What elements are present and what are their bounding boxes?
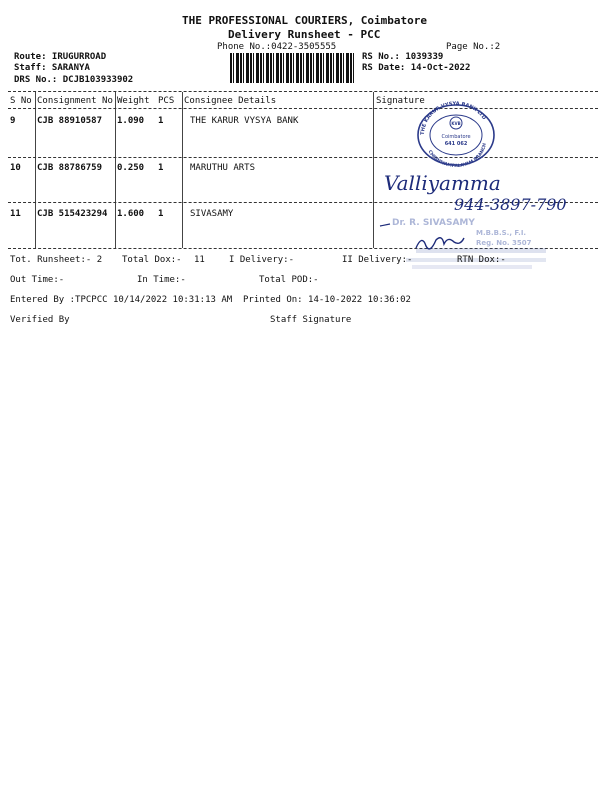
printed-on: Printed On: 14-10-2022 10:36:02	[243, 295, 411, 305]
column-header-consignment: Consignment No	[37, 96, 113, 106]
seal-branch: CHINNIYAMPALAYAM BRANCH	[426, 142, 488, 167]
out-time: Out Time:-	[10, 275, 65, 285]
barcode	[230, 53, 356, 83]
company-name: THE PROFESSIONAL COURIERS, Coimbatore	[182, 14, 428, 27]
row-pcs: 1	[158, 116, 164, 126]
column-header-weight: Weight	[117, 96, 150, 106]
scribble-signature-icon	[416, 238, 464, 249]
total-dox-value: 11	[194, 255, 205, 265]
total-dox-label: Total Dox:-	[122, 255, 182, 265]
tot-runsheet: Tot. Runsheet:- 2	[10, 255, 103, 265]
row-pcs: 1	[158, 209, 164, 219]
row-consignment: CJB 88786759	[37, 163, 103, 173]
row-weight: 1.090	[117, 116, 145, 126]
page-number: Page No.:2	[446, 42, 501, 52]
col-divider	[373, 92, 374, 248]
i-delivery: I Delivery:-	[229, 255, 295, 265]
handwritten-phone: 944-3897-790	[454, 195, 567, 214]
ii-delivery: II Delivery:-	[342, 255, 413, 265]
in-time: In Time:-	[137, 275, 186, 285]
route: Route: IRUGURROAD	[14, 52, 107, 62]
row-consignment: CJB 88910587	[37, 116, 103, 126]
seal-city: Coimbatore	[441, 134, 471, 140]
column-header-signature: Signature	[376, 96, 425, 106]
rs-date: RS Date: 14-Oct-2022	[362, 63, 471, 73]
total-pod: Total POD:-	[259, 275, 319, 285]
seal-pin: 641 062	[444, 141, 468, 147]
col-divider	[35, 92, 36, 248]
seal-bank-name: THE KARUR VYSYA BANK LTD	[419, 101, 487, 136]
bank-seal-stamp	[414, 101, 498, 167]
verified-by: Verified By	[10, 315, 70, 325]
row-pcs: 1	[158, 163, 164, 173]
rtn-dox: RTN Dox:-	[457, 255, 506, 265]
faded-stamp-line2: M.B.B.S., F.I.	[476, 229, 527, 237]
row-consignee: MARUTHU ARTS	[190, 163, 256, 173]
column-header-consignee: Consignee Details	[184, 96, 277, 106]
column-header-pcs: PCS	[158, 96, 175, 106]
column-header-sno: S No	[10, 96, 32, 106]
col-divider	[182, 92, 183, 248]
row-sno: 10	[10, 163, 21, 173]
row-weight: 1.600	[117, 209, 145, 219]
row-consignee: SIVASAMY	[190, 209, 234, 219]
phone-number: Phone No.:0422-3505555	[217, 42, 337, 52]
table-top-rule	[8, 91, 598, 92]
staff-signature: Staff Signature	[270, 315, 352, 325]
staff: Staff: SARANYA	[14, 63, 90, 73]
faded-stamp-line3: Reg. No. 3507	[476, 239, 532, 247]
row-weight: 0.250	[117, 163, 145, 173]
drs-number: DRS No.: DCJB103933902	[14, 75, 134, 85]
rs-number: RS No.: 1039339	[362, 52, 444, 62]
document-title: Delivery Runsheet - PCC	[228, 28, 381, 41]
col-divider	[115, 92, 116, 248]
row-sno: 9	[10, 116, 16, 126]
signature-name: Valliyamma	[384, 171, 501, 195]
row-consignment: CJB 515423294	[37, 209, 108, 219]
row-rule	[8, 157, 598, 158]
faded-stamp-line1: Dr. R. SIVASAMY	[392, 218, 475, 228]
seal-logo: KVB	[451, 121, 461, 126]
handwritten-signature	[382, 166, 592, 216]
row-sno: 11	[10, 209, 21, 219]
header-rule	[8, 108, 598, 109]
entered-by: Entered By :TPCPCC 10/14/2022 10:31:13 AM	[10, 295, 233, 305]
row-consignee: THE KARUR VYSYA BANK	[190, 116, 299, 126]
